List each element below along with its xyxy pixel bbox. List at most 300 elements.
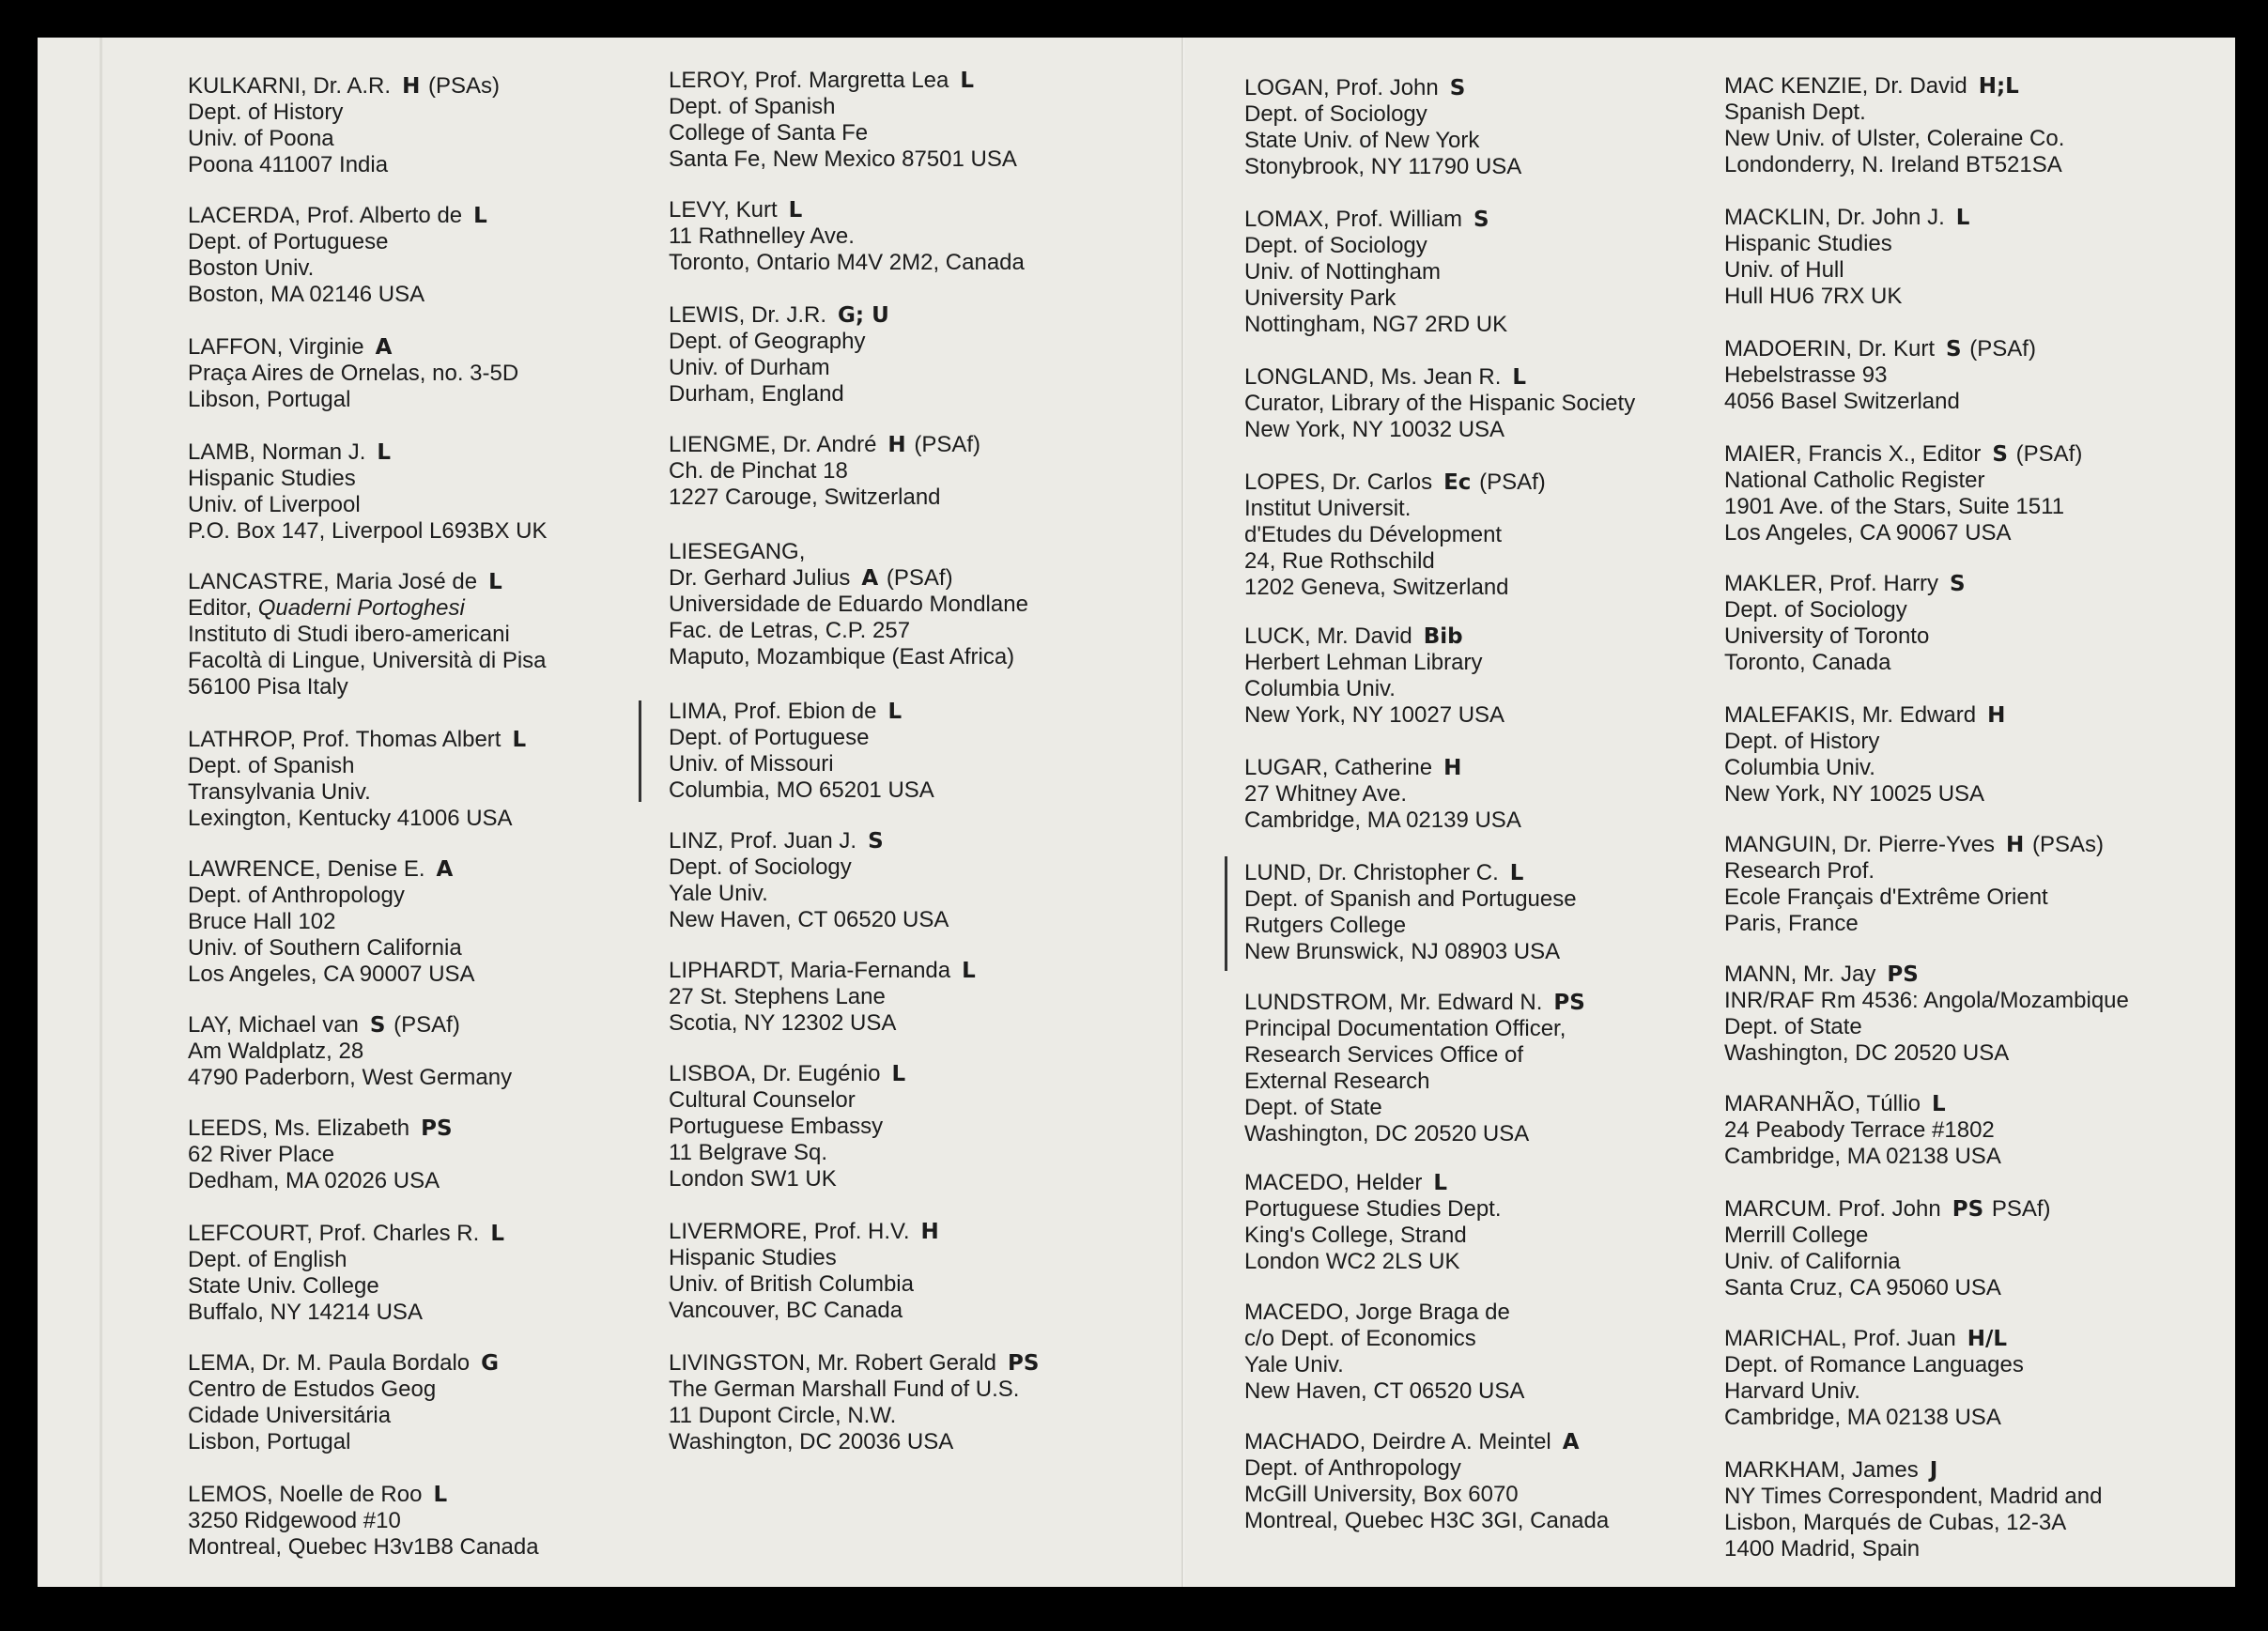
entry-heading bbox=[1244, 469, 1733, 496]
entry-address-line: Research Services Office of bbox=[1244, 1042, 1524, 1068]
entry-heading bbox=[669, 68, 1157, 94]
entry-address-line: Univ. of Southern California bbox=[188, 935, 462, 961]
entry-address-line: Ch. de Pinchat 18 bbox=[669, 458, 848, 484]
entry-address-line: Yale Univ. bbox=[1244, 1352, 1344, 1377]
entry-address-line: University Park bbox=[1244, 285, 1396, 311]
entry-field-code: L bbox=[1512, 365, 1527, 390]
entry-name: LIESEGANG, bbox=[669, 539, 806, 564]
entry-field-code: H bbox=[402, 74, 421, 99]
entry-address-line: Durham, England bbox=[669, 381, 844, 407]
entry-heading bbox=[1724, 441, 2213, 468]
entry-address-line: Principal Documentation Officer, bbox=[1244, 1016, 1566, 1041]
entry-field-code: PS bbox=[1887, 962, 1919, 987]
entry-field-code: L bbox=[1433, 1171, 1448, 1195]
entry-address-line: King's College, Strand bbox=[1244, 1223, 1467, 1248]
entry-address-line: College of Santa Fe bbox=[669, 120, 869, 146]
entry-region-code: (PSAs) bbox=[427, 73, 500, 99]
entry-address-line: 1227 Carouge, Switzerland bbox=[669, 485, 941, 510]
entry-region-code: (PSAf) bbox=[393, 1012, 460, 1038]
entry-address-line: 11 Rathnelley Ave. bbox=[669, 223, 855, 249]
entry-field-code: G bbox=[481, 1351, 500, 1376]
directory-entry bbox=[1724, 1196, 2213, 1301]
directory-entry bbox=[188, 1482, 676, 1561]
entry-name: Dr. Gerhard Julius bbox=[669, 565, 851, 591]
entry-address-line: Portuguese Embassy bbox=[669, 1114, 884, 1139]
entry-field-code: G; U bbox=[838, 303, 889, 328]
directory-entry bbox=[669, 565, 1157, 670]
entry-address-line: Bruce Hall 102 bbox=[188, 909, 336, 934]
entry-field-code: L bbox=[490, 1222, 504, 1246]
entry-address-line: New Univ. of Ulster, Coleraine Co. bbox=[1724, 126, 2065, 151]
entry-heading bbox=[669, 1219, 1157, 1245]
entry-address-line: Los Angeles, CA 90067 USA bbox=[1724, 520, 2012, 546]
entry-heading bbox=[188, 1350, 676, 1377]
entry-address-line: Washington, DC 20520 USA bbox=[1724, 1040, 2010, 1066]
entry-name: LAFFON, Virginie bbox=[188, 334, 364, 360]
entry-address-line: Portuguese Studies Dept. bbox=[1244, 1196, 1502, 1222]
entry-address-line: Cultural Counselor bbox=[669, 1087, 856, 1113]
directory-entry bbox=[669, 302, 1157, 408]
entry-address-line: Instituto di Studi ibero-americani bbox=[188, 622, 510, 647]
entry-heading bbox=[1244, 990, 1733, 1016]
entry-address-line: Curator, Library of the Hispanic Society bbox=[1244, 391, 1636, 416]
entry-address-line: Univ. of Hull bbox=[1724, 257, 1844, 283]
directory-entry bbox=[669, 699, 1157, 804]
entry-address-line: Praça Aires de Ornelas, no. 3-5D bbox=[188, 361, 519, 386]
entry-heading bbox=[1244, 860, 1733, 886]
entry-name: LAY, Michael van bbox=[188, 1012, 359, 1038]
entry-address-line: Dept. of Sociology bbox=[1244, 233, 1427, 258]
entry-address-line: Buffalo, NY 14214 USA bbox=[188, 1300, 423, 1325]
entry-address-line: Nottingham, NG7 2RD UK bbox=[1244, 312, 1508, 337]
directory-entry bbox=[669, 539, 1157, 565]
margin-mark bbox=[1225, 856, 1227, 971]
entry-heading bbox=[669, 1350, 1157, 1377]
directory-entry bbox=[188, 569, 676, 700]
entry-heading bbox=[669, 197, 1157, 223]
entry-address-line: Harvard Univ. bbox=[1724, 1378, 1860, 1404]
directory-entry bbox=[669, 432, 1157, 511]
entry-editor-line: Editor, Quaderni Portoghesi bbox=[188, 595, 465, 621]
entry-address-line: Dept. of Romance Languages bbox=[1724, 1352, 2024, 1377]
entry-address-line: Centro de Estudos Geog bbox=[188, 1377, 437, 1402]
entry-address-line: Dedham, MA 02026 USA bbox=[188, 1168, 440, 1193]
entry-address-line: Univ. of California bbox=[1724, 1249, 1901, 1274]
entry-address-line: Dept. of Geography bbox=[669, 329, 866, 354]
entry-heading bbox=[1724, 1457, 2213, 1484]
entry-field-code: H;L bbox=[1978, 74, 2019, 99]
entry-heading bbox=[669, 828, 1157, 854]
directory-entry bbox=[1244, 207, 1733, 338]
entry-heading bbox=[1244, 1170, 1733, 1196]
entry-field-code: S bbox=[868, 829, 884, 854]
entry-address-line: Facoltà di Lingue, Università di Pisa bbox=[188, 648, 547, 673]
entry-address-line: External Research bbox=[1244, 1069, 1430, 1094]
entry-address-line: Univ. of Poona bbox=[188, 126, 334, 151]
entry-name: MARCUM. Prof. John bbox=[1724, 1196, 1941, 1222]
entry-address-line: State Univ. of New York bbox=[1244, 128, 1480, 153]
entry-address-line: d'Etudes du Dévelopment bbox=[1244, 522, 1503, 547]
entry-address-line: Dept. of Anthropology bbox=[1244, 1455, 1461, 1481]
directory-entry bbox=[188, 203, 676, 308]
directory-entry bbox=[188, 1012, 676, 1091]
entry-address-line: Toronto, Canada bbox=[1724, 650, 1891, 675]
entry-address-line: Toronto, Ontario M4V 2M2, Canada bbox=[669, 250, 1025, 275]
entry-name: LACERDA, Prof. Alberto de bbox=[188, 203, 463, 228]
entry-address-line: Boston Univ. bbox=[188, 255, 315, 281]
entry-field-code: S bbox=[1449, 76, 1466, 100]
directory-entry bbox=[1244, 1429, 1733, 1534]
entry-region-code: PSAf) bbox=[1991, 1196, 2051, 1222]
entry-address-line: London WC2 2LS UK bbox=[1244, 1249, 1460, 1274]
entry-region-code: (PSAf) bbox=[1969, 336, 2036, 362]
directory-entry bbox=[188, 727, 676, 832]
entry-name: LEROY, Prof. Margretta Lea bbox=[669, 68, 949, 93]
entry-address-line: New York, NY 10025 USA bbox=[1724, 781, 1985, 807]
entry-name: LATHROP, Prof. Thomas Albert bbox=[188, 727, 501, 752]
entry-address-line: Libson, Portugal bbox=[188, 387, 351, 412]
directory-entry bbox=[1244, 623, 1733, 729]
entry-address-line: Am Waldplatz, 28 bbox=[188, 1039, 364, 1064]
entry-address-line: Boston, MA 02146 USA bbox=[188, 282, 425, 307]
entry-address-line: Univ. of Liverpool bbox=[188, 492, 361, 517]
entry-field-code: A bbox=[861, 566, 879, 591]
entry-address-line: Universidade de Eduardo Mondlane bbox=[669, 592, 1028, 617]
entry-address-line: Hispanic Studies bbox=[669, 1245, 837, 1270]
entry-name: LIVERMORE, Prof. H.V. bbox=[669, 1219, 910, 1244]
entry-address-line: New York, NY 10032 USA bbox=[1244, 417, 1505, 442]
entry-heading bbox=[1244, 1429, 1733, 1455]
entry-address-line: 27 Whitney Ave. bbox=[1244, 781, 1407, 807]
entry-name: LANCASTRE, Maria José de bbox=[188, 569, 478, 594]
entry-field-code: H bbox=[1987, 703, 2006, 728]
entry-field-code: H bbox=[1443, 756, 1462, 780]
entry-name: MALEFAKIS, Mr. Edward bbox=[1724, 702, 1977, 728]
entry-address-line: Lisbon, Portugal bbox=[188, 1429, 351, 1454]
entry-address-line: 24, Rue Rothschild bbox=[1244, 548, 1435, 574]
entry-address-line: Dept. of English bbox=[188, 1247, 347, 1272]
entry-name: LEWIS, Dr. J.R. bbox=[669, 302, 827, 328]
entry-address-line: 11 Belgrave Sq. bbox=[669, 1140, 827, 1165]
directory-entry bbox=[669, 1350, 1157, 1455]
entry-name: MARANHÃO, Túllio bbox=[1724, 1091, 1921, 1116]
entry-field-code: S bbox=[1950, 572, 1966, 596]
entry-name: LAWRENCE, Denise E. bbox=[188, 856, 425, 882]
entry-heading bbox=[188, 569, 676, 595]
entry-address-line: Lexington, Kentucky 41006 USA bbox=[188, 806, 513, 831]
entry-address-line: Univ. of British Columbia bbox=[669, 1271, 914, 1297]
directory-entry bbox=[1244, 469, 1733, 601]
entry-address-line: McGill University, Box 6070 bbox=[1244, 1482, 1519, 1507]
binding-edge bbox=[100, 38, 102, 1587]
entry-address-line: Rutgers College bbox=[1244, 913, 1407, 938]
entry-name: LIPHARDT, Maria-Fernanda bbox=[669, 958, 951, 983]
entry-address-line: Dept. of Sociology bbox=[1244, 101, 1427, 127]
entry-field-code: Bib bbox=[1423, 624, 1463, 649]
entry-address-line: Washington, DC 20520 USA bbox=[1244, 1121, 1530, 1146]
directory-entry bbox=[669, 958, 1157, 1037]
entry-field-code: S bbox=[1946, 337, 1962, 362]
entry-name: LEVY, Kurt bbox=[669, 197, 778, 223]
directory-entry bbox=[1724, 336, 2213, 415]
entry-address-line: Dept. of Portuguese bbox=[188, 229, 389, 254]
directory-entry bbox=[669, 1219, 1157, 1324]
directory-entry bbox=[1724, 832, 2213, 937]
entry-heading bbox=[188, 856, 676, 883]
entry-heading bbox=[188, 1221, 676, 1247]
entry-heading bbox=[188, 439, 676, 466]
entry-heading bbox=[1244, 364, 1733, 391]
directory-page bbox=[38, 38, 2235, 1587]
entry-address-line: Dept. of Spanish bbox=[188, 753, 355, 778]
entry-field-code: L bbox=[962, 959, 976, 983]
entry-address-line: Cambridge, MA 02138 USA bbox=[1724, 1405, 2001, 1430]
entry-field-code: L bbox=[1509, 861, 1524, 885]
entry-address-line: Dept. of State bbox=[1244, 1095, 1382, 1120]
directory-entry bbox=[1244, 990, 1733, 1147]
entry-address-line: Institut Universit. bbox=[1244, 496, 1412, 521]
entry-heading bbox=[188, 203, 676, 229]
entry-region-code: (PSAf) bbox=[886, 565, 953, 591]
entry-field-code: S bbox=[1992, 442, 2008, 467]
entry-address-line: Cidade Universitária bbox=[188, 1403, 392, 1428]
entry-heading bbox=[1244, 755, 1733, 781]
entry-address-line: c/o Dept. of Economics bbox=[1244, 1326, 1476, 1351]
entry-name: MADOERIN, Dr. Kurt bbox=[1724, 336, 1936, 362]
directory-entry bbox=[1244, 1170, 1733, 1275]
directory-entry bbox=[188, 856, 676, 988]
directory-entry bbox=[188, 1221, 676, 1326]
entry-address-line: NY Times Correspondent, Madrid and bbox=[1724, 1484, 2103, 1509]
entry-address-line: Paris, France bbox=[1724, 911, 1859, 936]
entry-field-code: H bbox=[920, 1220, 939, 1244]
entry-field-code: L bbox=[788, 198, 803, 223]
entry-region-code: (PSAf) bbox=[1479, 469, 1546, 495]
entry-name: LONGLAND, Ms. Jean R. bbox=[1244, 364, 1502, 390]
entry-address-line: Dept. of Sociology bbox=[669, 854, 852, 880]
entry-name: MAC KENZIE, Dr. David bbox=[1724, 73, 1967, 99]
entry-name: MACEDO, Helder bbox=[1244, 1170, 1423, 1195]
directory-entry bbox=[1724, 73, 2213, 178]
entry-region-code: (PSAf) bbox=[2015, 441, 2083, 467]
entry-address-line: Washington, DC 20036 USA bbox=[669, 1429, 954, 1454]
entry-name: LIENGME, Dr. André bbox=[669, 432, 877, 457]
entry-address-line: INR/RAF Rm 4536: Angola/Mozambique bbox=[1724, 988, 2129, 1013]
entry-address-line: Dept. of State bbox=[1724, 1014, 1862, 1039]
entry-field-code: L bbox=[1955, 206, 1970, 230]
directory-entry bbox=[188, 334, 676, 413]
entry-address-line: P.O. Box 147, Liverpool L693BX UK bbox=[188, 518, 548, 544]
entry-name: MARKHAM, James bbox=[1724, 1457, 1919, 1483]
entry-name: LUCK, Mr. David bbox=[1244, 623, 1412, 649]
entry-name: MARICHAL, Prof. Juan bbox=[1724, 1326, 1956, 1351]
directory-entry bbox=[1244, 1300, 1733, 1405]
directory-entry bbox=[188, 1350, 676, 1455]
directory-entry bbox=[1244, 755, 1733, 834]
entry-heading bbox=[1724, 205, 2213, 231]
entry-name: LOMAX, Prof. William bbox=[1244, 207, 1463, 232]
entry-address-line: London SW1 UK bbox=[669, 1166, 837, 1192]
entry-name: LUNDSTROM, Mr. Edward N. bbox=[1244, 990, 1543, 1015]
entry-heading bbox=[1724, 1326, 2213, 1352]
entry-name: LEMOS, Noelle de Roo bbox=[188, 1482, 423, 1507]
entry-name: LEFCOURT, Prof. Charles R. bbox=[188, 1221, 480, 1246]
entry-address-line: Maputo, Mozambique (East Africa) bbox=[669, 644, 1015, 669]
entry-name: LIVINGSTON, Mr. Robert Gerald bbox=[669, 1350, 996, 1376]
entry-heading bbox=[669, 565, 1157, 592]
entry-field-code: PS bbox=[1008, 1351, 1040, 1376]
entry-heading bbox=[1724, 1091, 2213, 1117]
entry-address-line: Montreal, Quebec H3C 3GI, Canada bbox=[1244, 1508, 1610, 1533]
entry-address-line: 4790 Paderborn, West Germany bbox=[188, 1065, 513, 1090]
entry-address-line: Hebelstrasse 93 bbox=[1724, 362, 1888, 388]
entry-name: MAKLER, Prof. Harry bbox=[1724, 571, 1939, 596]
entry-name: MANGUIN, Dr. Pierre-Yves bbox=[1724, 832, 1996, 857]
entry-name: MACKLIN, Dr. John J. bbox=[1724, 205, 1945, 230]
entry-heading bbox=[669, 302, 1157, 329]
entry-heading bbox=[669, 1061, 1157, 1087]
entry-heading bbox=[1724, 336, 2213, 362]
entry-address-line: New Brunswick, NJ 08903 USA bbox=[1244, 939, 1561, 964]
entry-address-line: 11 Dupont Circle, N.W. bbox=[669, 1403, 897, 1428]
directory-entry bbox=[1724, 441, 2213, 546]
entry-heading bbox=[188, 334, 676, 361]
directory-entry bbox=[1244, 860, 1733, 965]
directory-entry bbox=[1724, 702, 2213, 808]
entry-address-line: Montreal, Quebec H3v1B8 Canada bbox=[188, 1534, 539, 1560]
entry-address-line: 1901 Ave. of the Stars, Suite 1511 bbox=[1724, 494, 2065, 519]
entry-heading bbox=[1724, 1196, 2213, 1223]
entry-address-line: Dept. of Spanish and Portuguese bbox=[1244, 886, 1577, 912]
entry-address-line: Columbia Univ. bbox=[1244, 676, 1396, 701]
directory-entry bbox=[1724, 205, 2213, 310]
entry-address-line: Poona 411007 India bbox=[188, 152, 389, 177]
entry-address-line: Stonybrook, NY 11790 USA bbox=[1244, 154, 1522, 179]
directory-entry bbox=[1724, 962, 2213, 1067]
entry-field-code: L bbox=[377, 440, 392, 465]
entry-address-line: Herbert Lehman Library bbox=[1244, 650, 1483, 675]
entry-field-code: H/L bbox=[1967, 1327, 2008, 1351]
directory-entry bbox=[669, 197, 1157, 276]
directory-entry bbox=[669, 68, 1157, 173]
entry-address-line: New Haven, CT 06520 USA bbox=[1244, 1378, 1525, 1404]
entry-region-code: (PSAf) bbox=[914, 432, 981, 457]
entry-name: MANN, Mr. Jay bbox=[1724, 962, 1876, 987]
directory-entry bbox=[1724, 571, 2213, 676]
entry-name: LOGAN, Prof. John bbox=[1244, 75, 1439, 100]
directory-entry bbox=[188, 1116, 676, 1194]
entry-region-code: (PSAs) bbox=[2031, 832, 2104, 857]
entry-address-line: Lisbon, Marqués de Cubas, 12-3A bbox=[1724, 1510, 2067, 1535]
entry-field-code: H bbox=[887, 433, 906, 457]
entry-field-code: H bbox=[2006, 833, 2025, 857]
entry-address-line: Vancouver, BC Canada bbox=[669, 1298, 903, 1323]
entry-name: LIMA, Prof. Ebion de bbox=[669, 699, 877, 724]
directory-entry bbox=[1724, 1457, 2213, 1562]
entry-address-line: Hull HU6 7RX UK bbox=[1724, 284, 1903, 309]
entry-heading bbox=[669, 432, 1157, 458]
entry-address-line: Univ. of Nottingham bbox=[1244, 259, 1441, 285]
entry-field-code: L bbox=[960, 69, 975, 93]
entry-address-line: University of Toronto bbox=[1724, 623, 1930, 649]
entry-heading bbox=[188, 1116, 676, 1142]
entry-field-code: S bbox=[1473, 208, 1489, 232]
entry-field-code: S bbox=[369, 1013, 386, 1038]
entry-name: LUND, Dr. Christopher C. bbox=[1244, 860, 1499, 885]
entry-field-code: L bbox=[512, 728, 527, 752]
entry-field-code: L bbox=[1931, 1092, 1946, 1116]
entry-address-line: New Haven, CT 06520 USA bbox=[669, 907, 949, 932]
entry-name: LUGAR, Catherine bbox=[1244, 755, 1433, 780]
entry-heading bbox=[188, 1012, 676, 1039]
entry-name: LEMA, Dr. M. Paula Bordalo bbox=[188, 1350, 471, 1376]
entry-address-line: Santa Fe, New Mexico 87501 USA bbox=[669, 146, 1017, 172]
entry-field-code: L bbox=[891, 1062, 906, 1086]
entry-address-line: 1202 Geneva, Switzerland bbox=[1244, 575, 1509, 600]
page-fold bbox=[1181, 38, 1184, 1587]
directory-entry bbox=[1724, 1326, 2213, 1431]
entry-field-code: Ec bbox=[1443, 470, 1472, 495]
entry-address-line: Dept. of History bbox=[188, 100, 344, 125]
entry-heading bbox=[1724, 832, 2213, 858]
directory-entry bbox=[669, 1061, 1157, 1192]
entry-address-line: 62 River Place bbox=[188, 1142, 335, 1167]
entry-address-line: Ecole Français d'Extrême Orient bbox=[1724, 885, 2048, 910]
entry-address-line: Spanish Dept. bbox=[1724, 100, 1866, 125]
entry-heading bbox=[1724, 571, 2213, 597]
entry-heading bbox=[669, 958, 1157, 984]
directory-entry bbox=[1244, 364, 1733, 443]
entry-address-line: Columbia Univ. bbox=[1724, 755, 1875, 780]
entry-address-line: 24 Peabody Terrace #1802 bbox=[1724, 1117, 1995, 1143]
entry-heading bbox=[1244, 75, 1733, 101]
entry-address-line: The German Marshall Fund of U.S. bbox=[669, 1377, 1020, 1402]
entry-heading bbox=[669, 699, 1157, 725]
entry-name: MAIER, Francis X., Editor bbox=[1724, 441, 1982, 467]
journal-title: Quaderni Portoghesi bbox=[257, 595, 465, 621]
directory-entry bbox=[188, 73, 676, 178]
entry-field-code: L bbox=[433, 1483, 448, 1507]
entry-address-line: State Univ. College bbox=[188, 1273, 379, 1299]
entry-address-line: Univ. of Durham bbox=[669, 355, 830, 380]
entry-field-code: L bbox=[887, 700, 903, 724]
entry-name: LEEDS, Ms. Elizabeth bbox=[188, 1116, 410, 1141]
entry-address-line: Columbia, MO 65201 USA bbox=[669, 777, 934, 803]
entry-address-line: 4056 Basel Switzerland bbox=[1724, 389, 1960, 414]
entry-heading bbox=[1244, 207, 1733, 233]
entry-address-line: Univ. of Missouri bbox=[669, 751, 834, 777]
entry-name: MACEDO, Jorge Braga de bbox=[1244, 1300, 1510, 1325]
entry-field-code: PS bbox=[1553, 991, 1585, 1015]
directory-entry bbox=[188, 439, 676, 545]
entry-address-line: 27 St. Stephens Lane bbox=[669, 984, 886, 1009]
entry-address-line: Transylvania Univ. bbox=[188, 779, 371, 805]
entry-address-line: Los Angeles, CA 90007 USA bbox=[188, 962, 475, 987]
entry-address-line: Dept. of Portuguese bbox=[669, 725, 870, 750]
entry-field-code: PS bbox=[1952, 1197, 1984, 1222]
entry-address-line: Scotia, NY 12302 USA bbox=[669, 1010, 897, 1036]
entry-address-line: 3250 Ridgewood #10 bbox=[188, 1508, 401, 1533]
entry-address-line: 56100 Pisa Italy bbox=[188, 674, 348, 700]
entry-field-code: A bbox=[436, 857, 454, 882]
entry-address-line: Merrill College bbox=[1724, 1223, 1869, 1248]
entry-address-line: New York, NY 10027 USA bbox=[1244, 702, 1505, 728]
entry-heading bbox=[669, 539, 1157, 565]
entry-address-line: Dept. of Anthropology bbox=[188, 883, 405, 908]
entry-address-line: Dept. of History bbox=[1724, 729, 1880, 754]
entry-field-code: L bbox=[488, 570, 502, 594]
entry-address-line: Santa Cruz, CA 95060 USA bbox=[1724, 1275, 2001, 1300]
